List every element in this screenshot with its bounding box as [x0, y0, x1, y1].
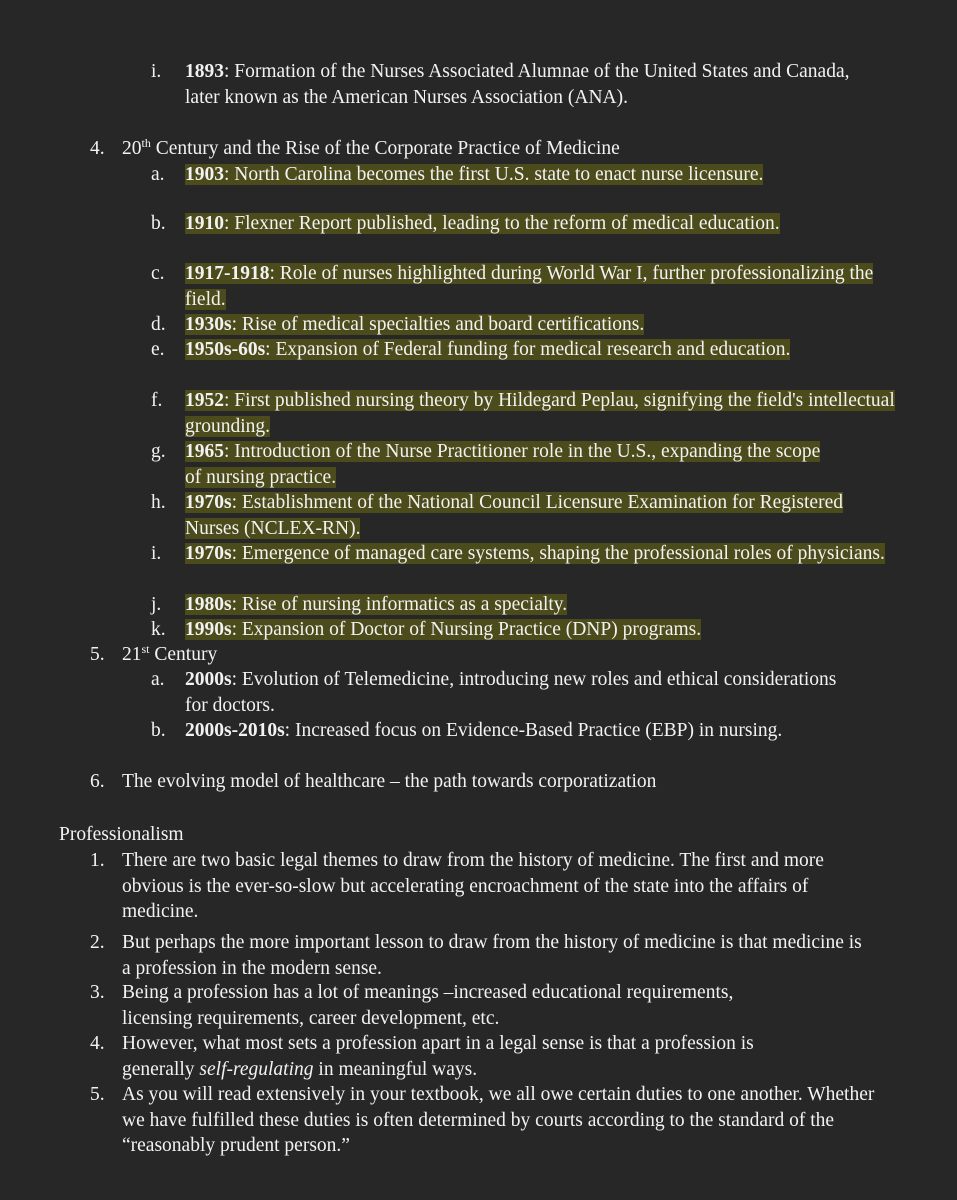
year-label: 1903	[185, 164, 224, 185]
timeline-item	[151, 490, 885, 541]
item-description: : Expansion of Federal funding for medical research and education.	[265, 339, 791, 360]
item-description: : Increased focus on Evidence-Based Practice (EBP) in nursing.	[284, 720, 783, 741]
list-marker: f.	[151, 390, 163, 411]
item-description: : Evolution of Telemedicine, introducing new roles and ethical considerations for doctors.	[185, 669, 837, 716]
list-item-text: Being a profession has a lot of meanings –increased educational requirements, licensing requirements, career development, etc.	[122, 982, 734, 1029]
list-marker: a.	[151, 669, 165, 690]
timeline-item	[151, 718, 855, 744]
year-label: 2000s	[185, 669, 232, 690]
timeline-item	[151, 541, 885, 567]
list-marker: 4.	[90, 1033, 105, 1054]
list-item-text	[185, 388, 895, 439]
list-marker: a.	[151, 164, 165, 185]
list-marker: 2.	[90, 932, 105, 953]
professionalism-item	[90, 980, 762, 1031]
section-heading-corporatization	[90, 769, 882, 795]
list-marker: i.	[151, 61, 162, 82]
year-label: 1970s	[185, 492, 232, 513]
professionalism-item	[90, 848, 857, 925]
year-label: 1952	[185, 390, 224, 411]
section-heading-text: The evolving model of healthcare – the path towards corporatization	[122, 771, 657, 792]
list-marker: i.	[151, 543, 162, 564]
section-heading-20th-century	[90, 136, 882, 162]
list-item-text	[185, 592, 885, 618]
list-marker: j.	[151, 594, 162, 615]
timeline-item	[151, 667, 855, 718]
year-label: 1917-1918	[185, 263, 270, 284]
item-description: : Expansion of Doctor of Nursing Practice (DNP) programs.	[231, 619, 702, 640]
timeline-item	[151, 337, 875, 363]
list-item-text	[185, 541, 885, 567]
emphasis-text: self-regulating	[199, 1058, 314, 1080]
item-description: : Introduction of the Nurse Practitioner role in the U.S., expanding the scope of nursing practice.	[185, 441, 821, 488]
list-item-text	[185, 59, 875, 110]
list-item-text	[185, 439, 825, 490]
list-item-text	[185, 667, 855, 718]
timeline-item	[151, 592, 885, 618]
section-heading-21st-century	[90, 642, 882, 668]
timeline-item	[151, 211, 845, 237]
year-label: 1990s	[185, 619, 232, 640]
year-label: 1930s	[185, 314, 232, 335]
item-description: : Role of nurses highlighted during World War I, further professionalizing the field.	[185, 263, 874, 310]
list-item-text	[185, 312, 885, 338]
list-marker: b.	[151, 213, 166, 234]
item-description: : Formation of the Nurses Associated Alumnae of the United States and Canada, later known as the American Nurses Association (ANA).	[185, 61, 850, 108]
timeline-item	[151, 388, 895, 439]
list-marker: 1.	[90, 850, 105, 871]
list-item-text	[185, 337, 875, 363]
list-item-text: There are two basic legal themes to draw from the history of medicine. The first and more obvious is the ever-so-slow but accelerating encroachment of the state into the affairs of medicine.	[122, 850, 824, 922]
list-marker: g.	[151, 441, 166, 462]
list-item-text	[185, 162, 845, 188]
list-marker: 6.	[90, 771, 105, 792]
item-description: : Emergence of managed care systems, shaping the professional roles of physicians.	[231, 543, 885, 564]
year-label: 1893	[185, 61, 224, 82]
list-item-text	[185, 211, 845, 237]
list-marker: c.	[151, 263, 165, 284]
list-item-text	[185, 718, 855, 744]
item-description: : Flexner Report published, leading to the reform of medical education.	[224, 213, 780, 234]
year-label: 2000s-2010s	[185, 720, 285, 741]
list-marker: 5.	[90, 1084, 105, 1105]
list-item-text	[185, 617, 885, 643]
list-item-text: As you will read extensively in your textbook, we all owe certain duties to one another. Whether we have fulfilled these duties is often determined by courts according to the standard of the “reasonably prudent person.”	[122, 1084, 875, 1156]
professionalism-item	[90, 930, 872, 981]
list-marker: b.	[151, 720, 166, 741]
year-label: 1950s-60s	[185, 339, 266, 360]
item-description: : Rise of nursing informatics as a specialty.	[231, 594, 568, 615]
list-marker: 4.	[90, 138, 105, 159]
year-label: 1980s	[185, 594, 232, 615]
list-marker: h.	[151, 492, 166, 513]
timeline-item-1893	[151, 59, 875, 110]
timeline-item	[151, 162, 845, 188]
section-heading-text: 21st Century	[122, 642, 218, 665]
list-marker: d.	[151, 314, 166, 335]
professionalism-heading: Professionalism	[59, 824, 184, 845]
timeline-item	[151, 617, 885, 643]
section-heading-text: 20th Century and the Rise of the Corporate Practice of Medicine	[122, 136, 620, 159]
timeline-item	[151, 312, 885, 338]
timeline-item	[151, 439, 825, 490]
list-item-text: However, what most sets a profession apart in a legal sense is that a profession is generally self-regulating in meaningful ways.	[122, 1033, 754, 1080]
list-marker: e.	[151, 339, 165, 360]
list-item-text	[185, 261, 875, 312]
item-description: : North Carolina becomes the first U.S. state to enact nurse licensure.	[224, 164, 764, 185]
list-marker: 3.	[90, 982, 105, 1003]
timeline-item	[151, 261, 875, 312]
professionalism-item	[90, 1031, 812, 1082]
professionalism-item	[90, 1082, 892, 1159]
list-item-text	[185, 490, 885, 541]
year-label: 1910	[185, 213, 224, 234]
list-item-text: But perhaps the more important lesson to draw from the history of medicine is that medicine is a profession in the modern sense.	[122, 932, 862, 979]
item-description: : Establishment of the National Council Licensure Examination for Registered Nurses (NCLEX-RN).	[185, 492, 843, 539]
list-marker: 5.	[90, 644, 105, 665]
list-marker: k.	[151, 619, 166, 640]
year-label: 1965	[185, 441, 224, 462]
year-label: 1970s	[185, 543, 232, 564]
item-description: : Rise of medical specialties and board certifications.	[231, 314, 645, 335]
item-description: : First published nursing theory by Hildegard Peplau, signifying the field's intellectual grounding.	[185, 390, 895, 437]
